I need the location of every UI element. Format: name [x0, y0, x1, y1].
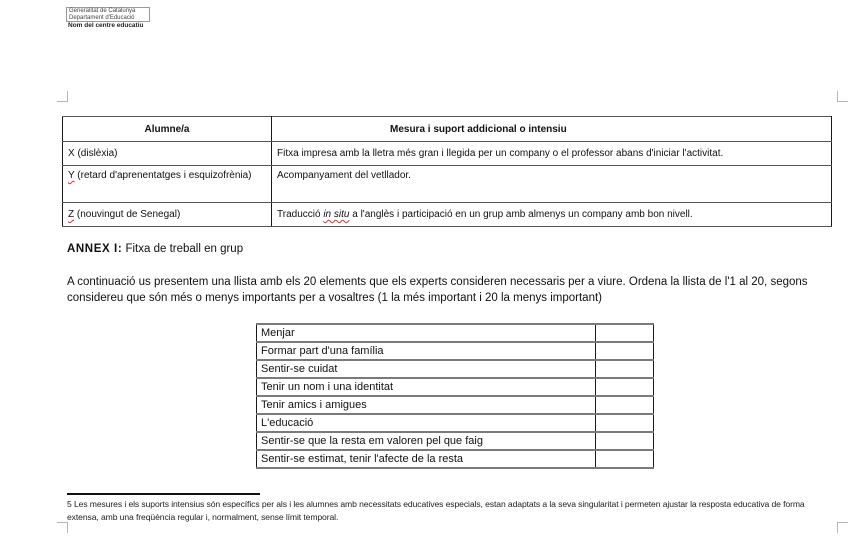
ranking-value-cell[interactable] — [596, 414, 654, 432]
ranking-table — [256, 323, 654, 469]
table-row — [63, 203, 832, 227]
list-item — [257, 414, 654, 432]
list-item — [257, 450, 654, 468]
ranking-value-cell[interactable] — [596, 396, 654, 414]
ranking-item-label: L'educació — [257, 414, 596, 432]
ranking-item-label: Tenir amics i amigues — [257, 396, 596, 414]
corner-mark-bottom-right — [837, 522, 848, 533]
ranking-value-cell[interactable] — [596, 450, 654, 468]
ranking-item-label: Sentir-se cuidat — [257, 360, 596, 378]
header-org-line2: Departament d'Educació — [69, 15, 135, 21]
ranking-value-cell[interactable] — [596, 342, 654, 360]
footnote-separator — [67, 493, 260, 495]
ranking-item-label: Tenir un nom i una identitat — [257, 378, 596, 396]
corner-mark-top-right — [837, 91, 848, 102]
list-item — [257, 360, 654, 378]
student-letter: Y — [68, 170, 75, 181]
header-org-line1: Generalitat de Catalunya — [69, 8, 136, 14]
measure-cell[interactable]: Fitxa impresa amb la lletra més gran i llegida per un company o el professor abans d'iniciar l'activitat. — [272, 142, 832, 166]
ranking-value-cell[interactable] — [596, 324, 654, 342]
student-cell[interactable] — [63, 166, 272, 203]
student-cell[interactable] — [63, 203, 272, 227]
footnote: 5 Les mesures i els suports intensius són específics per als i les alumnes amb necessitats educatives especials, estan adaptats a la seva singularitat i permeten ajustar la resposta educativa de forma extensa, amb una freqüència regular i, normalment, sense límit temporal. — [67, 499, 805, 522]
corner-mark-top-left — [57, 91, 68, 102]
annex-label: ANNEX I: — [67, 243, 123, 255]
annex-intro-paragraph: A continuació us presentem una llista amb els 20 elements que els experts consideren necessaris per a viure. Ordena la llista de l'1 al 20, segons considereu que són més o menys importants per a vosaltres (1 la més important i 20 la menys important) — [67, 276, 808, 304]
ranking-value-cell[interactable] — [596, 432, 654, 450]
ranking-item-label: Formar part d'una família — [257, 342, 596, 360]
student-detail: (retard d'aprenentatges i esquizofrènia) — [74, 170, 252, 181]
support-table-header — [63, 117, 832, 142]
ranking-value-cell[interactable] — [596, 360, 654, 378]
measure-text-italic: in situ — [323, 209, 350, 220]
ranking-item-label: Sentir-se que la resta em valoren pel que faig — [257, 432, 596, 450]
measure-text-before: Traducció — [277, 209, 324, 220]
ranking-value-cell[interactable] — [596, 378, 654, 396]
measure-text-after: a l'anglès i participació en un grup amb almenys un company amb bon nivell. — [349, 209, 693, 220]
list-item — [257, 342, 654, 360]
header-logo-box — [66, 7, 150, 22]
measure-cell[interactable] — [272, 203, 832, 227]
annex-title: Fitxa de treball en grup — [122, 243, 244, 255]
list-item — [257, 396, 654, 414]
header-school-name: Nom del centre educatiu — [68, 22, 144, 29]
student-letter: X — [68, 148, 75, 159]
list-item — [257, 324, 654, 342]
support-table — [62, 116, 832, 227]
student-detail: (dislèxia) — [74, 148, 118, 159]
list-item — [257, 378, 654, 396]
header-student: Alumne/a — [63, 117, 272, 142]
annex-heading — [67, 243, 243, 255]
header-measure: Mesura i suport addicional o intensiu — [272, 117, 832, 142]
table-row — [63, 142, 832, 166]
ranking-item-label: Sentir-se estimat, tenir l'afecte de la resta — [257, 450, 596, 468]
measure-cell[interactable]: Acompanyament del vetllador. — [272, 166, 832, 203]
student-detail: (nouvingut de Senegal) — [74, 209, 181, 220]
student-letter: Z — [68, 209, 75, 220]
table-row — [63, 166, 832, 203]
student-cell[interactable] — [63, 142, 272, 166]
list-item — [257, 432, 654, 450]
ranking-item-label: Menjar — [257, 324, 596, 342]
